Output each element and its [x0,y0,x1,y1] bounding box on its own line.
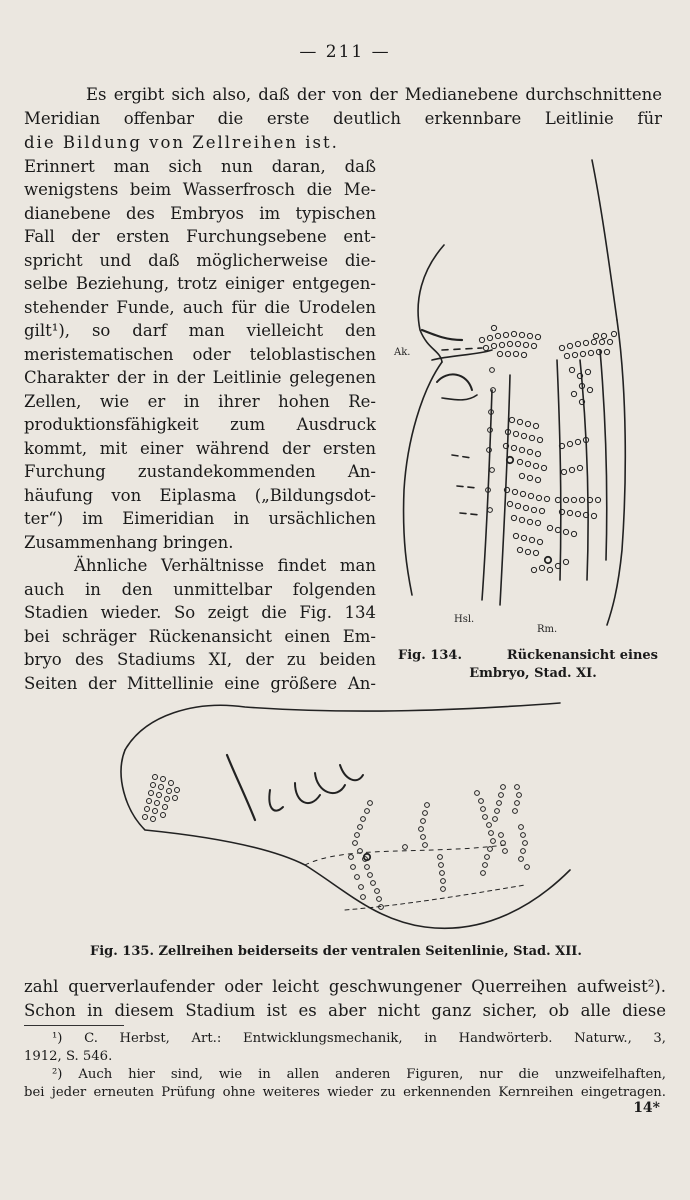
text-line: auch in den unmittelbar folgenden [24,579,376,599]
opening-lines [24,83,662,130]
text-line: Es ergibt sich also, daß der von der Medianebene durchschnittene [86,85,662,104]
label-hsl: Hsl. [454,614,475,625]
continuation-text [24,975,666,1022]
figure-134-caption [398,647,658,683]
text-line: gilt¹), so darf man vielleicht den [24,321,376,340]
text-line: meristematischen oder teloblastischen [24,344,376,364]
footnotes [24,1030,666,1102]
text-line: Furchung zustandekommenden An- [24,462,376,481]
text-line: selbe Beziehung, trotz einiger entgegen- [24,274,376,293]
text-line: Schon in diesem Stadium ist es aber nicht ganz sicher, ob alle diese [24,1000,666,1020]
footnote-divider [24,1025,124,1026]
embryo-outline [121,703,570,928]
text-line: kommt, mit einer während der ersten [24,438,376,458]
text-line: wenigstens beim Wasserfrosch die Me- [24,180,376,199]
embryo-outline [404,160,626,625]
text-line: stehender Funde, auch für die Urodelen [24,297,376,317]
cell-nuclei-rows [143,775,530,910]
caption-figure-number: Fig. 134. [398,648,462,663]
cell-nuclei-rows [479,325,616,572]
footnote-line: 1912, S. 546. [24,1049,113,1064]
text-line: zahl querverlaufender oder leicht geschwungener Querreihen aufweist²). [24,977,666,996]
text-line: ter“) im Eimeridian in ursächlichen [24,509,376,528]
text-line: Meridian offenbar die erste deutlich erkennbare Leitlinie für [24,108,662,128]
text-line: Erinnert man sich nun daran, daß [24,156,376,176]
text-line: die Bildung von Zellreihen ist. [24,133,339,152]
text-line: dianebene des Embryos im typischen [24,203,376,223]
footnote-line: ¹) C. Herbst, Art.: Entwicklungsmechanik, in Handwörterb. Naturw., 3, [52,1031,666,1046]
footnote-line: bei jeder erneuten Prüfung ohne weiteres wieder zu erkennenden Kernreihen eingetragen. [24,1085,666,1100]
text-line: Ähnliche Verhältnisse findet man [74,556,376,575]
label-rm: Rm. [537,624,558,635]
text-line: Fall der ersten Furchungsebene ent- [24,227,376,246]
figure-135-caption: Fig. 135. Zellreihen beiderseits der ventralen Seitenlinie, Stad. XII. [90,944,582,959]
signature-mark: 14* [633,1100,660,1116]
text-line: bryo des Stadiums XI, der zu beiden [24,650,376,669]
page-number: — 211 — [299,42,391,62]
left-column-text [24,131,376,695]
text-line: bei schräger Rückenansicht einen Em- [24,626,376,646]
figure-134-drawing [382,150,682,640]
text-line: Stadien wieder. So zeigt die Fig. 134 [24,603,376,622]
text-line: Zusammenhang bringen. [24,532,234,552]
caption-text: Embryo, Stad. XI. [469,666,597,681]
footnote-line: ²) Auch hier sind, wie in allen anderen Figuren, nur die unzweifelhaften, [52,1067,666,1082]
text-line: häufung von Eiplasma („Bildungsdot- [24,485,376,505]
text-line: Charakter der in der Leitlinie gelegenen [24,368,376,387]
caption-text: Rückenansicht eines [506,648,658,663]
text-line: produktionsfähigkeit zum Ausdruck [24,415,376,434]
text-line: Seiten der Mittellinie eine größere An- [24,673,376,693]
label-ak: Ak. [394,347,411,358]
text-line: Zellen, wie er in ihrer hohen Re- [24,391,376,411]
text-line: spricht und daß möglicherweise die- [24,250,376,270]
figure-135-drawing [105,695,575,940]
